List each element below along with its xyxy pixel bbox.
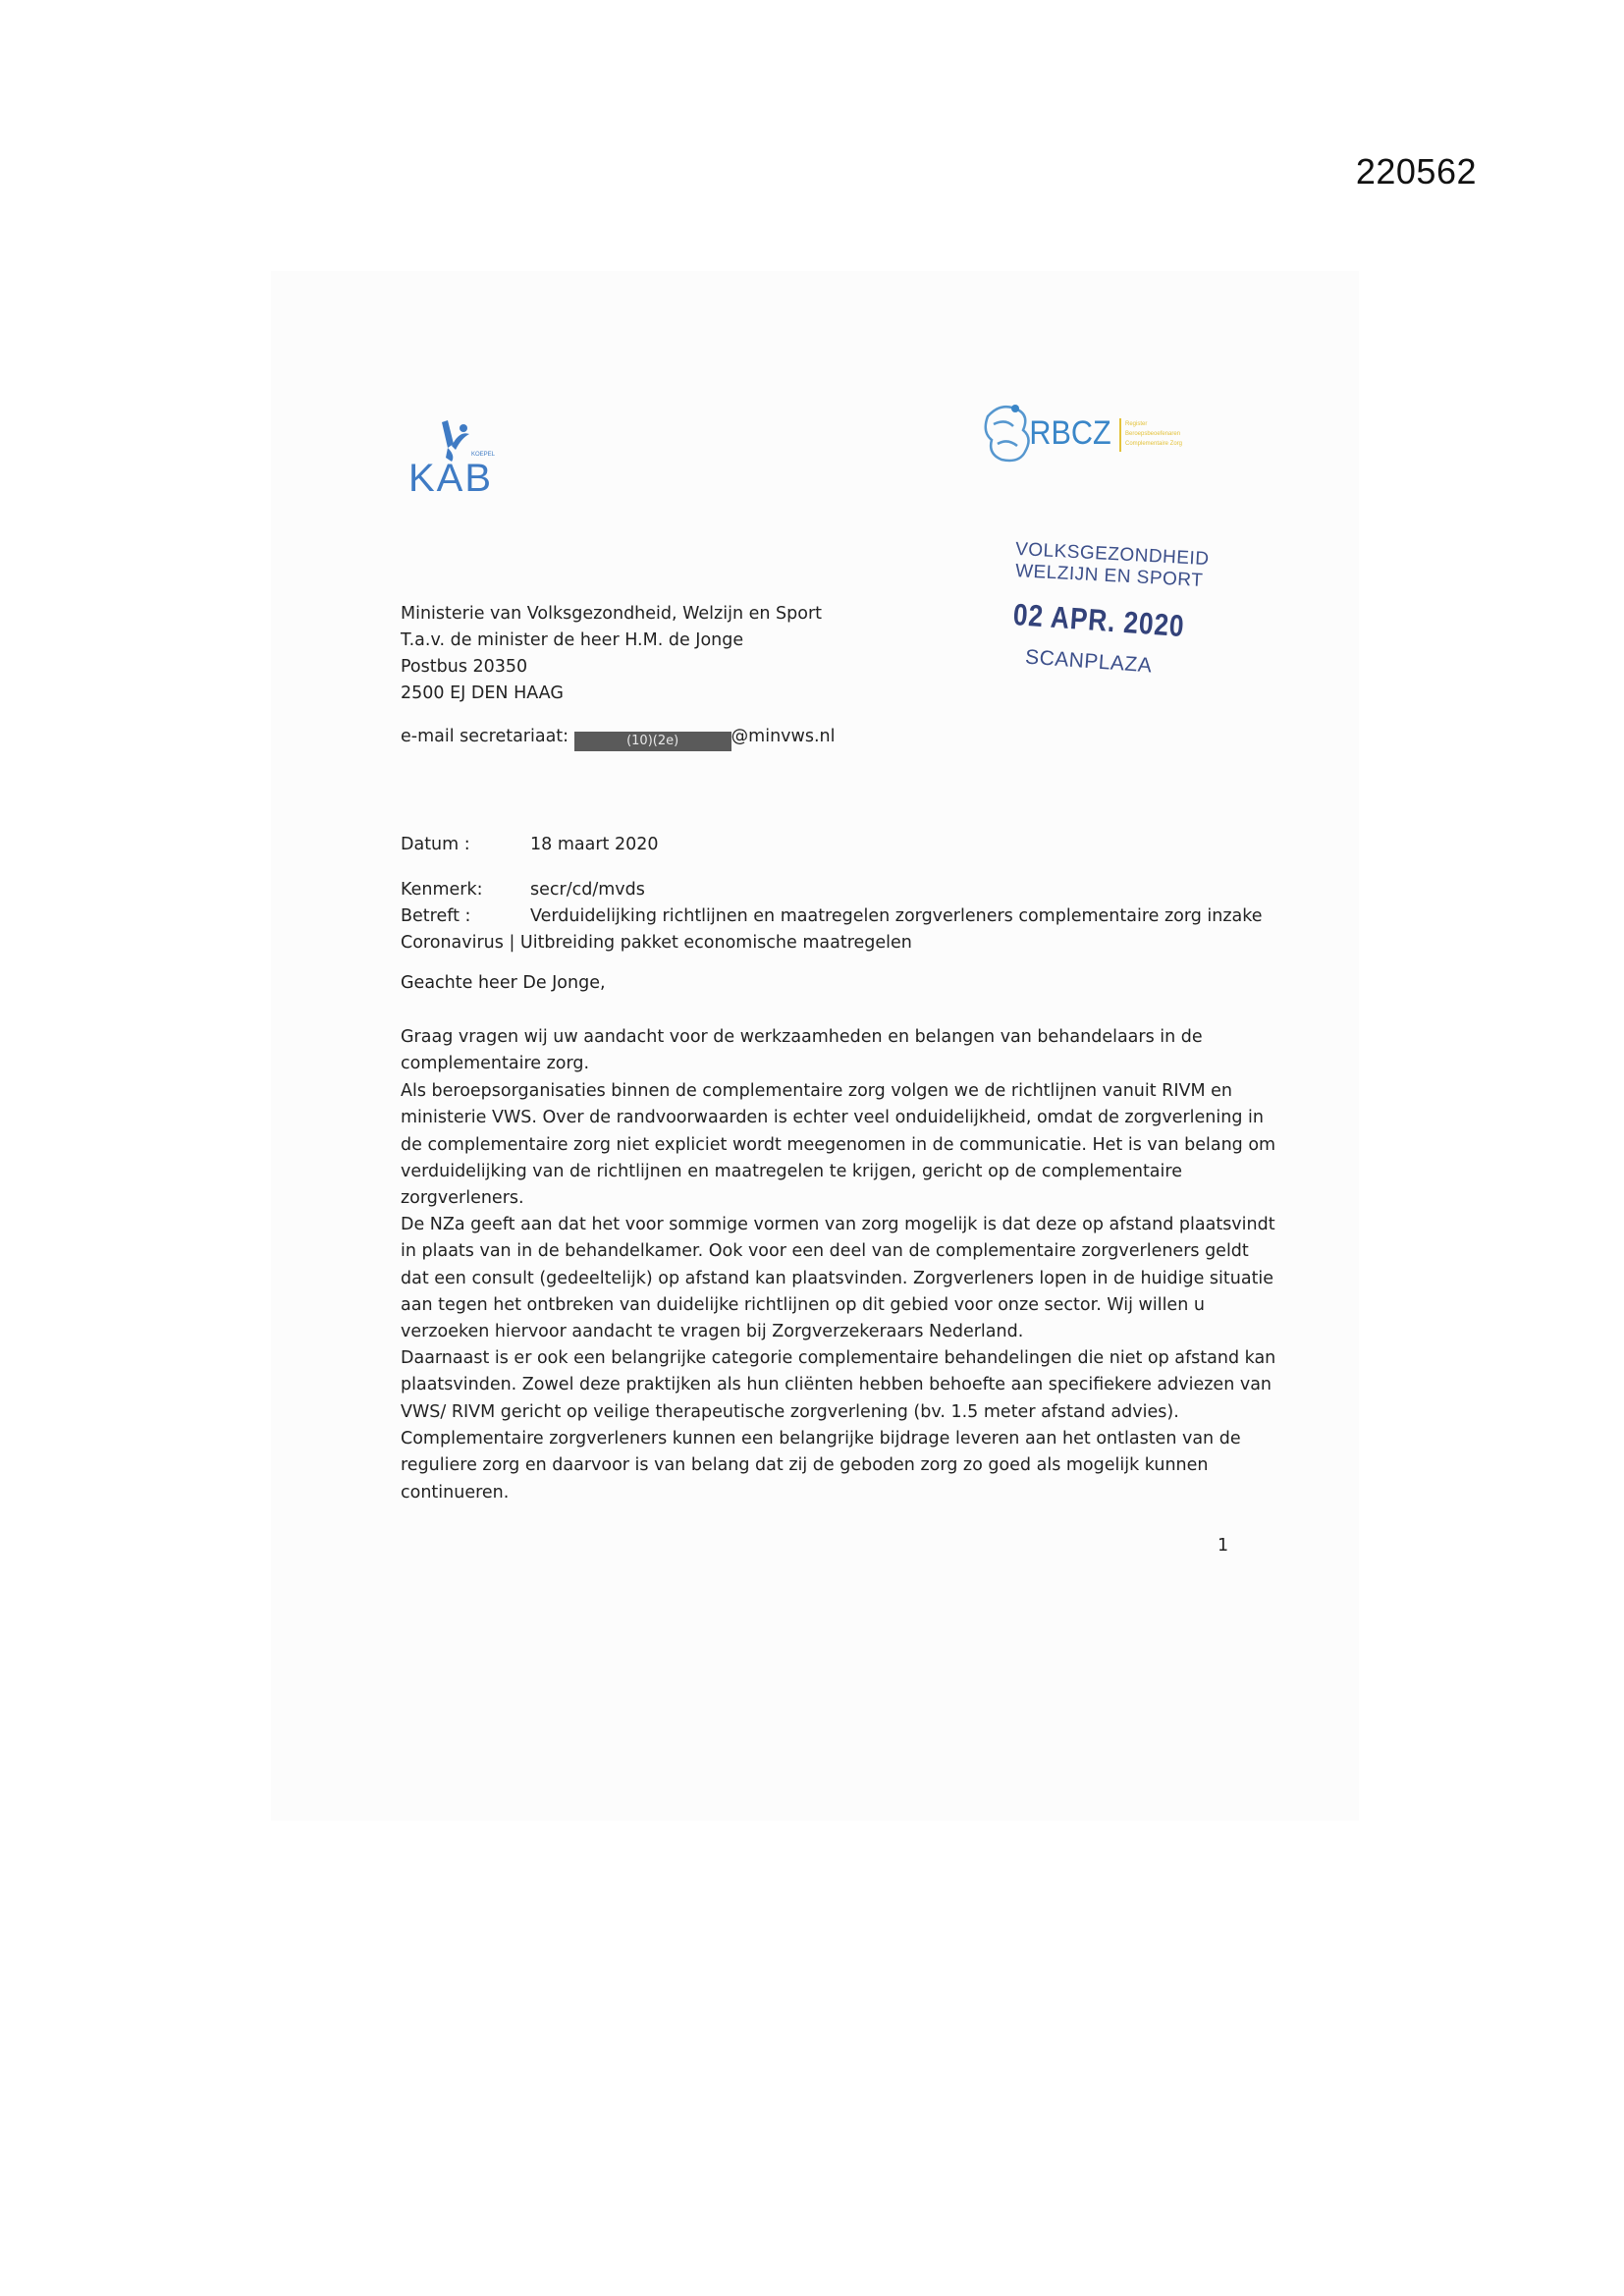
paragraph-line: Daarnaast is er ook een belangrijke categorie complementaire behandelingen die niet op afstand kan <box>401 1348 1276 1368</box>
received-stamp <box>1007 538 1210 691</box>
address-line: T.a.v. de minister de heer H.M. de Jonge <box>401 630 744 650</box>
paragraph-line: Complementaire zorgverleners kunnen een belangrijke bijdrage leveren aan het ontlasten van de <box>401 1429 1241 1449</box>
datum-label: Datum : <box>401 835 470 854</box>
scanned-letter-page <box>271 271 1359 1821</box>
paragraph-line: zorgverleners. <box>401 1188 524 1209</box>
paragraph-line: dat een consult (gedeeltelijk) op afstand kan plaatsvinden. Zorgverleners lopen in de huidige situatie <box>401 1268 1274 1288</box>
rbcz-subtext-3: Complementaire Zorg <box>1125 441 1183 447</box>
paragraph-line: in plaats van in de behandelkamer. Ook voor een deel van de complementaire zorgverleners geldt <box>401 1241 1249 1262</box>
redaction-box: (10)(2e) <box>574 732 731 751</box>
email-suffix: @minvws.nl <box>731 727 836 746</box>
stamp-line-2: WELZIJN EN SPORT <box>1014 561 1204 591</box>
rbcz-subtext-1: Register <box>1125 421 1148 427</box>
address-line: Ministerie van Volksgezondheid, Welzijn en Sport <box>401 604 823 624</box>
rbcz-logo <box>980 395 1206 483</box>
recipient-address <box>401 601 822 707</box>
stamp-line-1: VOLKSGEZONDHEID <box>1014 538 1210 571</box>
paragraph <box>401 1078 1276 1212</box>
paragraph-line: aan tegen het ontbreken van duidelijke richtlijnen op dit gebied voor onze sector. Wij willen u <box>401 1294 1205 1315</box>
betreft-value-line-1: Verduidelijking richtlijnen en maatregelen zorgverleners complementaire zorg inzake <box>530 906 1263 926</box>
paragraph <box>401 1426 1265 1506</box>
datum-value: 18 maart 2020 <box>530 835 659 854</box>
betreft-row <box>401 903 1263 957</box>
stamp-date: 02 APR. 2020 <box>1011 597 1186 644</box>
paragraph-line: VWS/ RIVM gericht op veilige therapeutische zorgverlening (bv. 1.5 meter afstand advies). <box>401 1401 1179 1422</box>
kab-logo-subtext: KOEPEL <box>471 452 496 458</box>
paragraph <box>401 1345 1276 1426</box>
paragraph-line: ministerie VWS. Over de randvoorwaarden is echter veel onduidelijkheid, omdat de zorgverlening in <box>401 1108 1264 1128</box>
paragraph-line: continueren. <box>401 1482 510 1503</box>
paragraph <box>401 1024 1265 1078</box>
paragraph-line: verzoeken hiervoor aandacht te vragen bij Zorgverzekeraars Nederland. <box>401 1322 1024 1342</box>
rbcz-subtext-2: Beroepsbeoefenaren <box>1125 431 1181 437</box>
address-line: Postbus 20350 <box>401 657 528 677</box>
email-label: e-mail secretariaat: <box>401 727 569 746</box>
paragraph-line: Als beroepsorganisaties binnen de complementaire zorg volgen we de richtlijnen vanuit RIVM en <box>401 1081 1232 1101</box>
rbcz-logo-text: RBCZ <box>1029 413 1111 452</box>
stamp-line-3: SCANPLAZA <box>1024 645 1154 678</box>
salutation: Geachte heer De Jonge, <box>401 973 606 993</box>
address-line: 2500 EJ DEN HAAG <box>401 683 564 703</box>
paragraph-line: de complementaire zorg niet expliciet wordt meegenomen in de communicatie. Het is van belang om <box>401 1134 1276 1155</box>
email-line <box>401 724 835 751</box>
kenmerk-value: secr/cd/mvds <box>530 880 645 900</box>
kenmerk-row <box>401 877 645 903</box>
paragraph-line: verduidelijking van de richtlijnen en maatregelen te krijgen, gericht op de complementaire <box>401 1161 1182 1181</box>
paragraph-line: plaatsvinden. Zowel deze praktijken als hun cliënten hebben behoefte aan specifiekere adviezen van <box>401 1375 1272 1395</box>
paragraph-line: reguliere zorg en daarvoor is van belang dat zij de geboden zorg zo goed als mogelijk kunnen <box>401 1455 1209 1476</box>
document-number: 220562 <box>1355 151 1477 191</box>
paragraph-line: De NZa geeft aan dat het voor sommige vormen van zorg mogelijk is dat deze op afstand plaatsvindt <box>401 1215 1275 1234</box>
paragraph-line: Graag vragen wij uw aandacht voor de werkzaamheden en belangen van behandelaars in de <box>401 1027 1203 1047</box>
kab-logo <box>408 409 526 507</box>
paragraph <box>401 1212 1275 1345</box>
datum-row <box>401 832 658 858</box>
kab-logo-text: KAB <box>408 457 494 500</box>
paragraph-line: complementaire zorg. <box>401 1054 590 1074</box>
betreft-label: Betreft : <box>401 906 471 926</box>
betreft-value-line-2: Coronavirus | Uitbreiding pakket economische maatregelen <box>401 933 912 953</box>
page-number: 1 <box>1218 1536 1229 1556</box>
kenmerk-label: Kenmerk: <box>401 880 483 900</box>
